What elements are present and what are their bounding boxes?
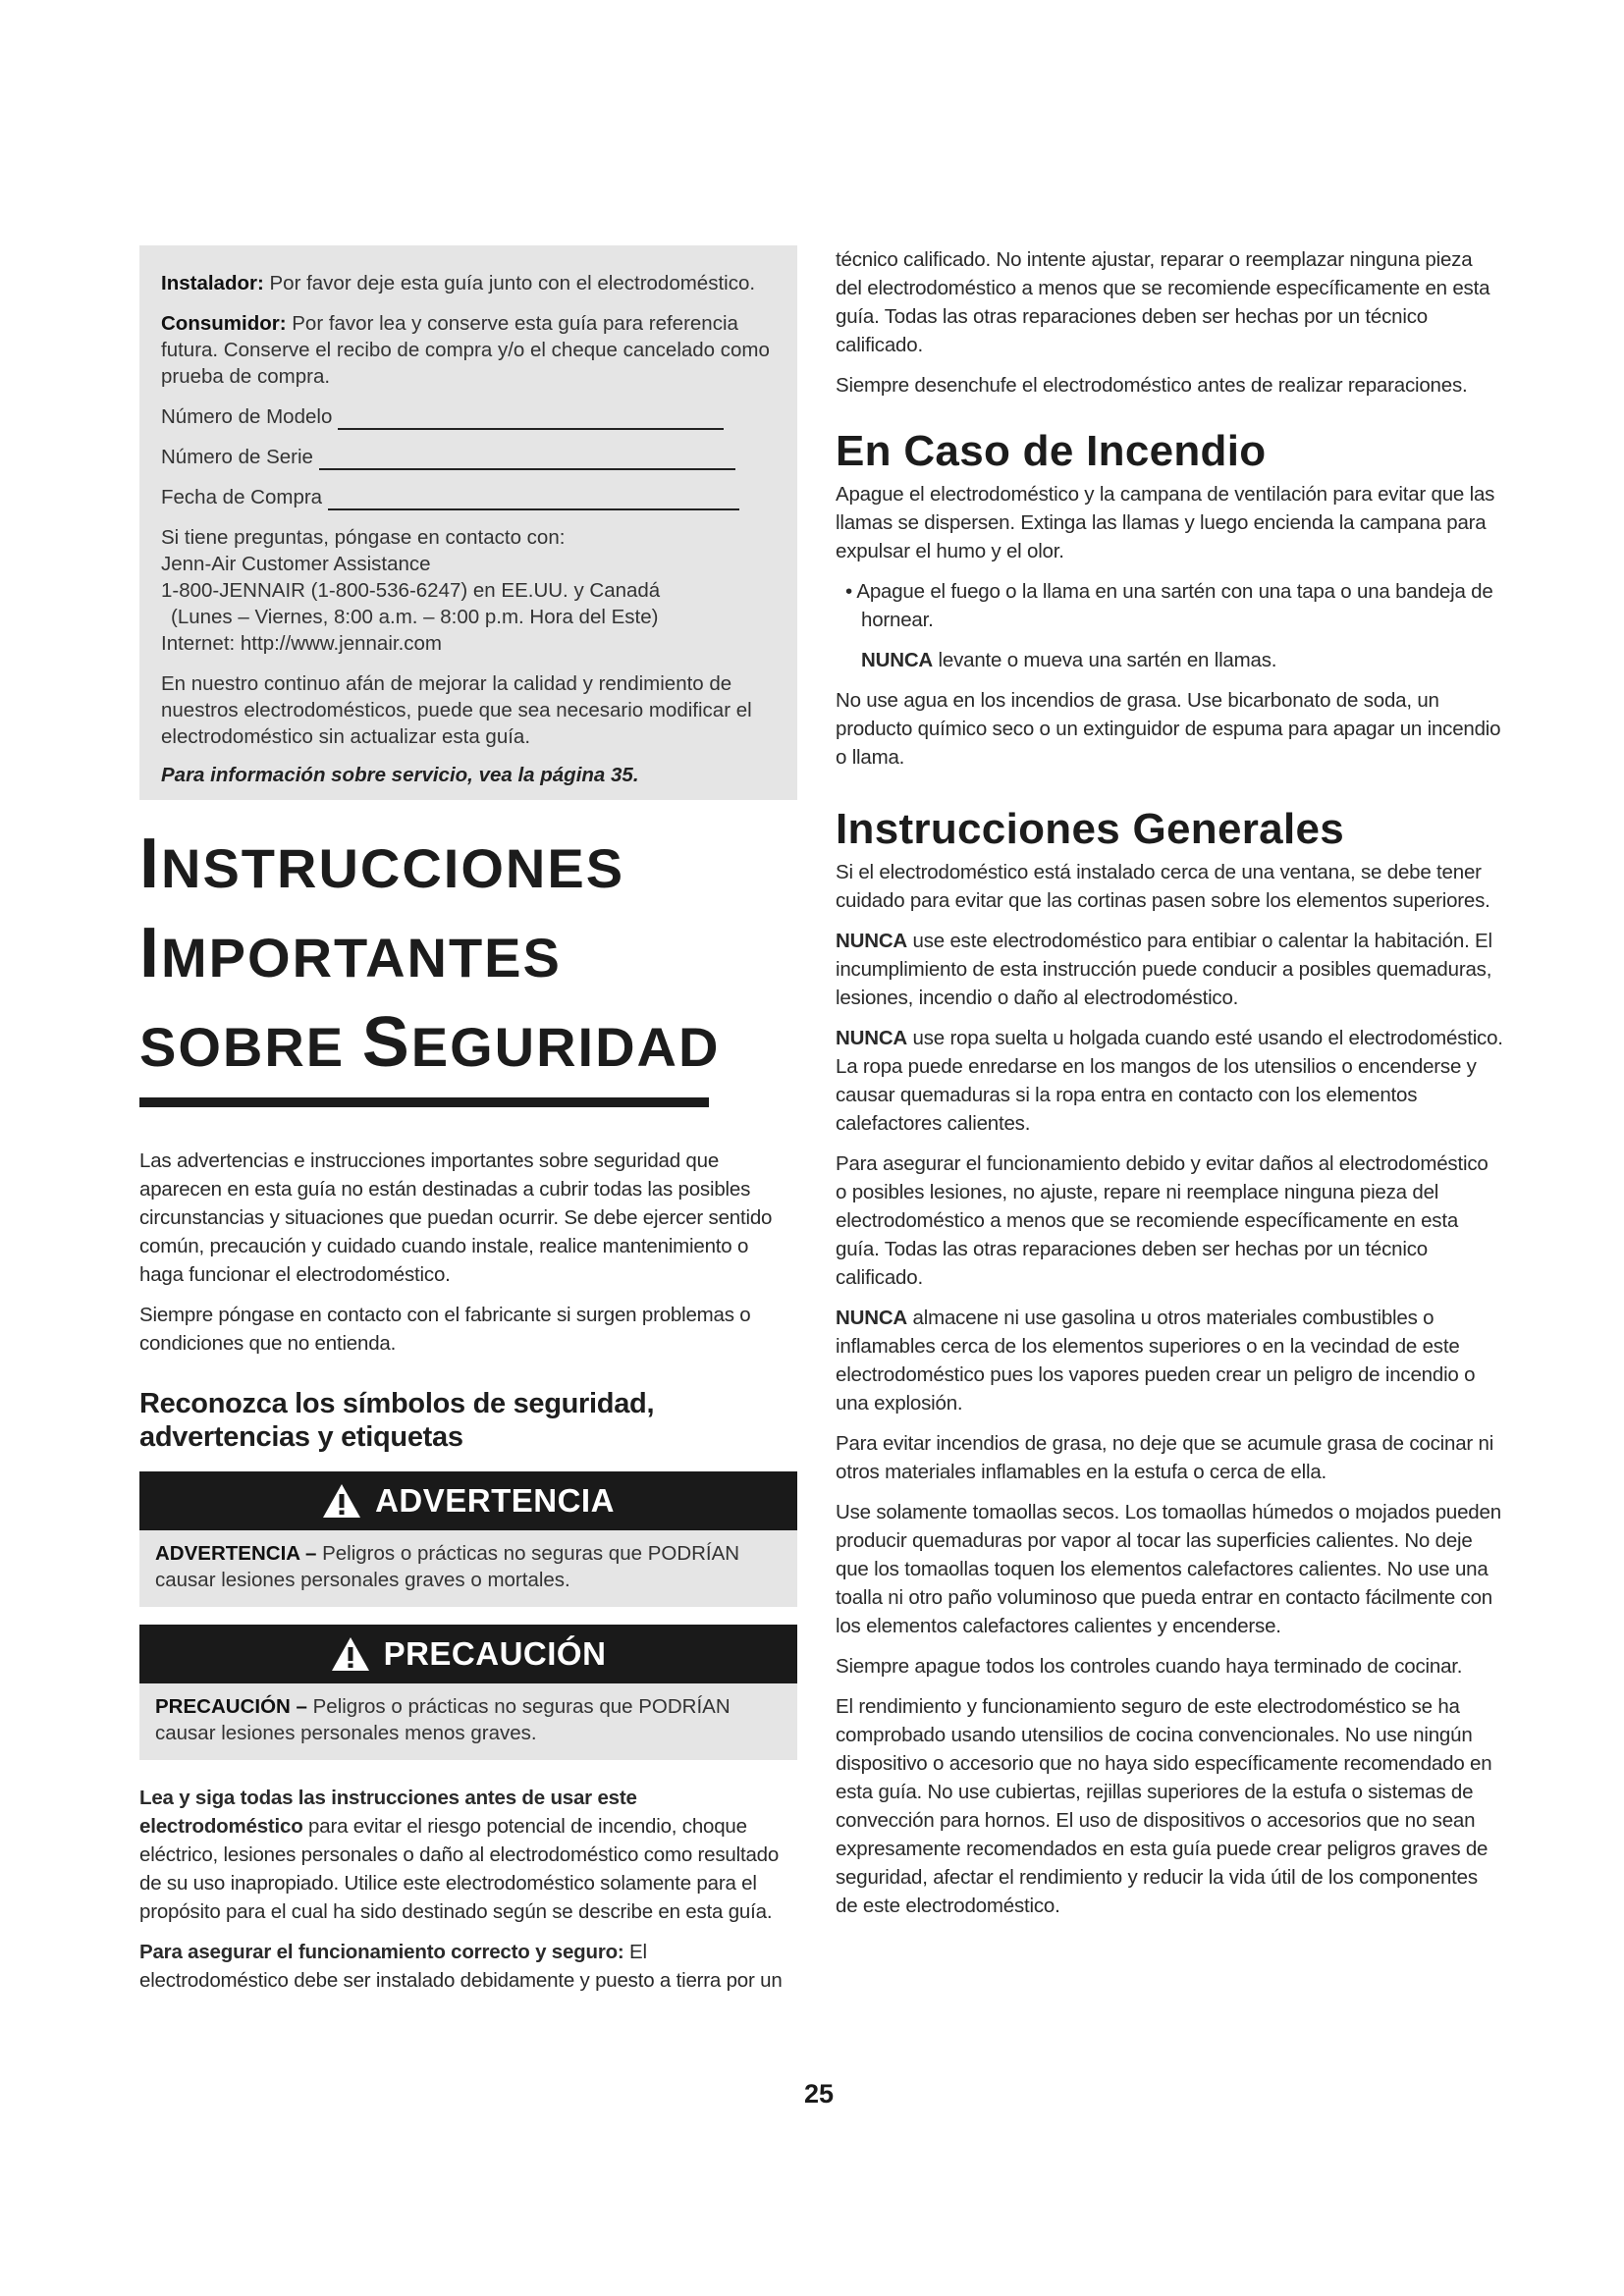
general-heading: Instrucciones Generales	[836, 805, 1345, 853]
service-note: Para información sobre servicio, vea la página 35.	[161, 764, 639, 786]
owner-info-box	[139, 245, 797, 800]
unplug-paragraph: Siempre desenchufe el electrodoméstico antes de realizar reparaciones.	[836, 374, 1468, 397]
consumer-note: Consumidor: Por favor lea y conserve esta guía para referencia futura. Conserve el recibo de compra y/o el cheque cancelado como prueba de compra.	[161, 312, 770, 388]
warning-triangle-icon	[322, 1483, 361, 1519]
fire-never-note: NUNCA levante o mueva una sartén en llamas.	[861, 649, 1277, 671]
title-underline	[139, 1097, 709, 1107]
general-paragraph-4: Use solamente tomaollas secos. Los tomaollas húmedos o mojados pueden producir quemaduras por vapor al tocar las superficies calientes. No deje que los tomaollas toquen los elementos calefactores calientes. No use una toalla ni otro paño voluminoso que pueda entrar en contacto fácilmente con los elementos calefactores calientes y encenderse.	[836, 1501, 1501, 1637]
warning-box	[139, 1471, 797, 1607]
improvement-note: En nuestro continuo afán de mejorar la calidad y rendimiento de nuestros electrodomésticos, puede que sea necesario modificar el electrodoméstico sin actualizar esta guía.	[161, 672, 752, 748]
caution-description: PRECAUCIÓN – Peligros o prácticas no seguras que PODRÍAN causar lesiones personales menos graves.	[155, 1695, 731, 1744]
general-never-3: NUNCA almacene ni use gasolina u otros materiales combustibles o inflamables cerca de los elementos superiores o en la vecindad de este electrodoméstico pues los vapores pueden crear un peligro de incendio o una explosión.	[836, 1307, 1476, 1415]
fire-bullet: • Apague el fuego o la llama en una sartén con una tapa o una bandeja de hornear.	[845, 580, 1493, 631]
safety-symbols-heading: Reconozca los símbolos de seguridad, advertencias y etiquetas	[139, 1388, 655, 1453]
warning-description: ADVERTENCIA – Peligros o prácticas no seguras que PODRÍAN causar lesiones personales graves o mortales.	[155, 1542, 740, 1591]
general-paragraph-6: El rendimiento y funcionamiento seguro de este electrodoméstico se ha comprobado usando utensilios de cocina convencionales. No use ningún dispositivo o accesorio que no haya sido específicamente recomendado en esta guía. No use cubiertas, rejillas superiores de la estufa o sistemas de convección para hornos. El uso de dispositivos o accesorios que no sean expresamente recomendados en esta guía puede crear peligros graves de seguridad, afectar el rendimiento y reducir la vida útil de los componentes de este electrodoméstico.	[836, 1695, 1492, 1917]
fire-heading: En Caso de Incendio	[836, 427, 1267, 475]
purchase-date-blank	[328, 489, 739, 510]
page-title: INSTRUCCIONES IMPORTANTES SOBRE SEGURIDAD	[139, 825, 721, 1082]
warning-header: ADVERTENCIA	[139, 1471, 797, 1530]
right-column	[836, 245, 1503, 1920]
page-number: 25	[804, 2079, 835, 2109]
caution-header: PRECAUCIÓN	[139, 1625, 797, 1683]
serial-number-blank	[319, 449, 735, 470]
contact-info: Si tiene preguntas, póngase en contacto con: Jenn-Air Customer Assistance 1-800-JENNAIR (1-800-536-6247) en EE.UU. y Canadá (Lunes – Viernes, 8:00 a.m. – 8:00 p.m. Hora del Este) Internet: http://www.jennair.com	[161, 524, 774, 657]
continued-paragraph: técnico calificado. No intente ajustar, reparar o reemplazar ninguna pieza del electrodoméstico a menos que se recomiende específicamente en esta guía. Todas las otras reparaciones deben ser hechas por un técnico calificado.	[836, 248, 1490, 356]
general-paragraph-5: Siempre apague todos los controles cuando haya terminado de cocinar.	[836, 1655, 1463, 1678]
left-column	[139, 245, 797, 1995]
read-instructions-paragraph: Lea y siga todas las instrucciones antes de usar este electrodoméstico para evitar el riesgo potencial de incendio, choque eléctrico, lesiones personales o daño al electrodoméstico como resultado de su uso inapropiado. Utilice este electrodoméstico solamente para el propósito para el cual ha sido destinado según se describe en esta guía.	[139, 1787, 780, 1923]
fire-paragraph-1: Apague el electrodoméstico y la campana de ventilación para evitar que las llamas se dispersen. Extinga las llamas y luego encienda la campana para expulsar el humo y el olor.	[836, 483, 1495, 562]
intro-paragraph-2: Siempre póngase en contacto con el fabricante si surgen problemas o condiciones que no entienda.	[139, 1304, 751, 1355]
website-text: Internet: http://www.jennair.com	[161, 632, 442, 655]
proper-function-paragraph: Para asegurar el funcionamiento correcto y seguro: El electrodoméstico debe ser instalado debidamente y puesto a tierra por un	[139, 1941, 783, 1992]
model-number-blank	[338, 408, 724, 430]
general-paragraph-1: Si el electrodoméstico está instalado cerca de una ventana, se debe tener cuidado para evitar que las cortinas pasen sobre los elementos superiores.	[836, 861, 1490, 912]
intro-paragraph-1: Las advertencias e instrucciones importantes sobre seguridad que aparecen en esta guía no están destinadas a cubrir todas las posibles circunstancias y situaciones que puedan ocurrir. Se debe ejercer sentido común, precaución y cuidado cuando instale, realice mantenimiento o haga funcionar el electrodoméstico.	[139, 1149, 773, 1286]
purchase-date-field: Fecha de Compra	[161, 484, 774, 510]
model-number-field: Número de Modelo	[161, 403, 774, 430]
general-paragraph-2: Para asegurar el funcionamiento debido y evitar daños al electrodoméstico o posibles lesiones, no ajuste, repare ni reemplace ninguna pieza del electrodoméstico a menos que se recomiende específicamente en esta guía. Todas las otras reparaciones deben ser hechas por un técnico calificado.	[836, 1152, 1489, 1289]
general-never-2: NUNCA use ropa suelta u holgada cuando esté usando el electrodoméstico. La ropa puede enredarse en los mangos de los utensilios o encenderse y causar quemaduras si la ropa entra en contacto con los elementos calefactores calientes.	[836, 1027, 1503, 1135]
serial-number-field: Número de Serie	[161, 444, 774, 470]
general-paragraph-3: Para evitar incendios de grasa, no deje que se acumule grasa de cocinar ni otros materiales inflamables en la estufa o cerca de ella.	[836, 1432, 1494, 1483]
general-never-1: NUNCA use este electrodoméstico para entibiar o calentar la habitación. El incumplimiento de esta instrucción puede conducir a posibles quemaduras, lesiones, incendio o daño al electrodoméstico.	[836, 930, 1492, 1009]
fire-paragraph-2: No use agua en los incendios de grasa. Use bicarbonato de soda, un producto químico seco o un extinguidor de espuma para apagar un incendio o llama.	[836, 689, 1501, 769]
installer-note: Instalador: Por favor deje esta guía junto con el electrodoméstico.	[161, 272, 756, 294]
caution-box	[139, 1625, 797, 1760]
caution-triangle-icon	[331, 1636, 370, 1672]
